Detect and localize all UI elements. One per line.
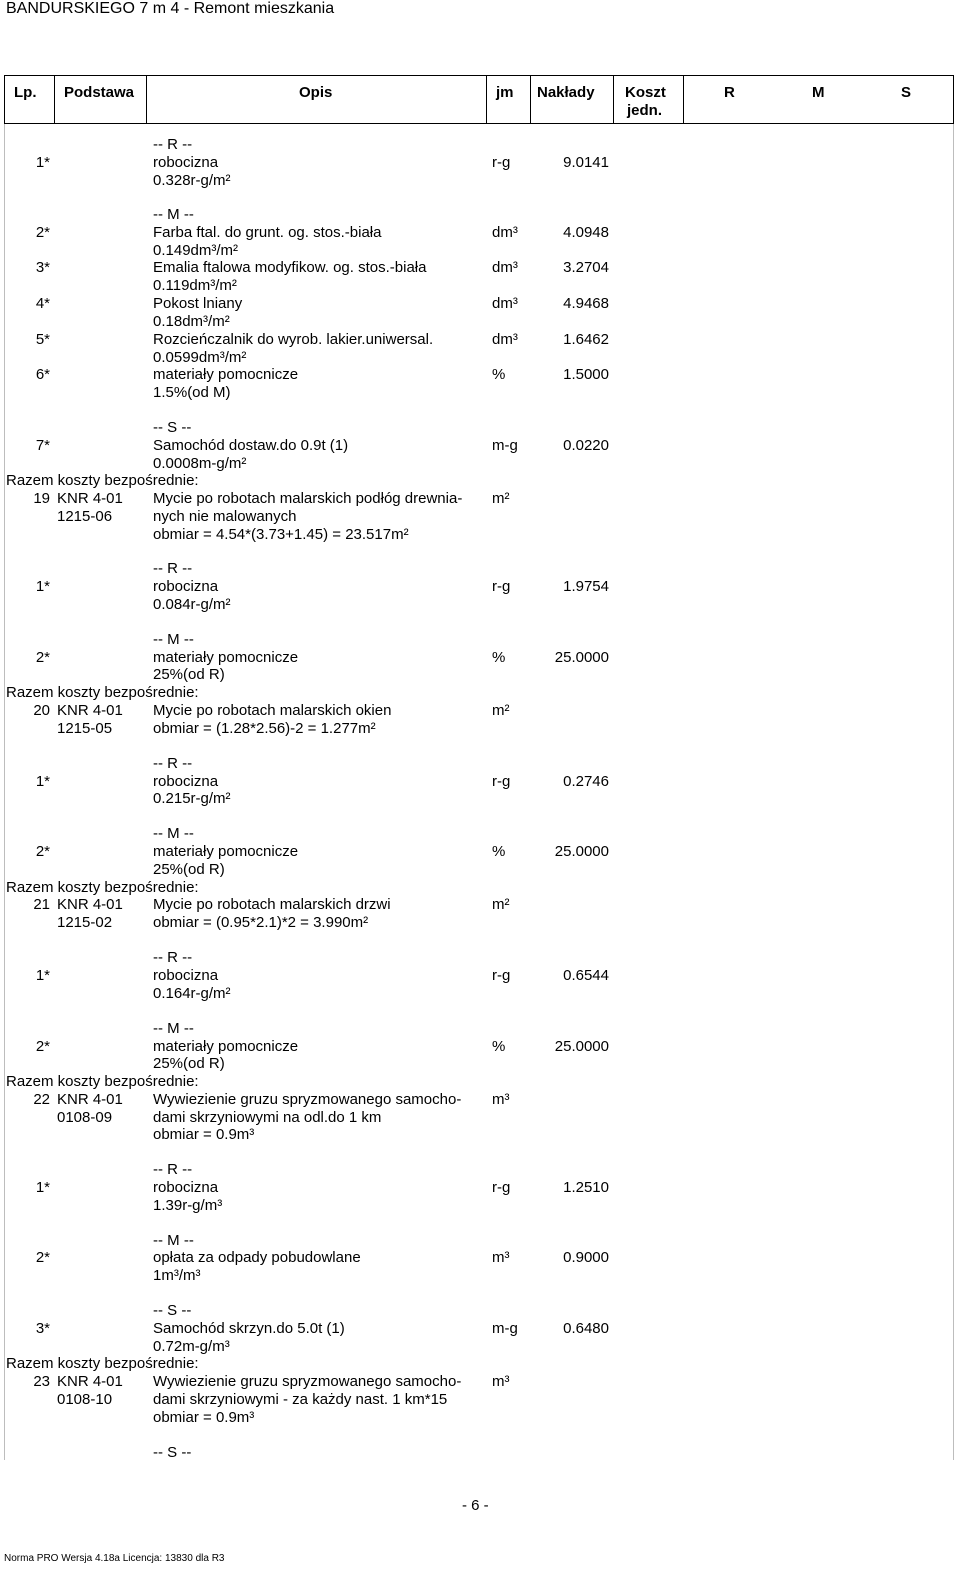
naklady-cell: 0.6480 [563,1320,609,1337]
opis-cell: -- S -- [153,1444,192,1461]
opis-cell: Wywiezienie gruzu spryzmowanego samocho- [153,1091,462,1108]
podstawa-cell: KNR 4-01 [57,1091,123,1108]
opis-cell: -- M -- [153,1020,194,1037]
jm-cell: dm³ [492,224,518,241]
opis-cell: -- S -- [153,419,192,436]
header-left-border [4,75,5,124]
document-title: BANDURSKIEGO 7 m 4 - Remont mieszkania [6,0,335,17]
opis-cell: dami skrzyniowymi - za każdy nast. 1 km*15 [153,1391,448,1408]
lp-cell: 3* [35,259,50,276]
opis-cell: -- S -- [153,1302,192,1319]
opis-cell: obmiar = (0.95*2.1)*2 = 3.990m² [153,914,369,931]
jm-cell: r-g [492,1179,511,1196]
opis-cell: -- R -- [153,560,193,577]
jm-cell: dm³ [492,259,518,276]
podstawa-cell: KNR 4-01 [57,1373,123,1390]
naklady-cell: 25.0000 [554,649,609,666]
naklady-cell: 25.0000 [554,1038,609,1055]
naklady-cell: 3.2704 [563,259,609,276]
jm-cell: m² [492,702,510,719]
naklady-cell: 0.6544 [563,967,609,984]
naklady-cell: 1.5000 [563,366,609,383]
lp-cell: 2* [35,649,50,666]
opis-cell: -- M -- [153,631,194,648]
jm-cell: % [492,1038,506,1055]
opis-cell: robocizna [153,773,219,790]
lp-cell: 1* [35,578,50,595]
lp-cell: 2* [35,1038,50,1055]
opis-cell: Mycie po robotach malarskich okien [153,702,392,719]
header-right-border [953,75,954,124]
naklady-cell: 25.0000 [554,843,609,860]
naklady-cell: 1.2510 [563,1179,609,1196]
lp-cell: 3* [35,1320,50,1337]
jm-cell: r-g [492,773,511,790]
podstawa-cell: 0108-09 [57,1109,113,1126]
lp-cell: 20 [33,702,50,719]
naklady-cell: 4.0948 [563,224,609,241]
opis-cell: Wywiezienie gruzu spryzmowanego samocho- [153,1373,462,1390]
opis-cell: Pokost lniany [153,295,243,312]
lp-cell: 19 [33,490,50,507]
lp-cell: 7* [35,437,50,454]
opis-cell: -- R -- [153,949,193,966]
opis-cell: 0.149dm³/m² [153,242,239,259]
lp-cell: 22 [33,1091,50,1108]
razem-label: Razem koszty bezpośrednie: [6,1355,199,1372]
opis-cell: materiały pomocnicze [153,843,299,860]
header-r: R [724,84,735,101]
header-s: S [901,84,912,101]
column-line-left [4,124,5,1460]
lp-cell: 1* [35,967,50,984]
opis-cell: 0.084r-g/m² [153,596,231,613]
opis-cell: 0.328r-g/m² [153,172,231,189]
opis-cell: obmiar = 4.54*(3.73+1.45) = 23.517m² [153,526,409,543]
lp-cell: 23 [33,1373,50,1390]
lp-cell: 21 [33,896,50,913]
opis-cell: obmiar = (1.28*2.56)-2 = 1.277m² [153,720,376,737]
opis-cell: 0.18dm³/m² [153,313,230,330]
header-naklady: Nakłady [537,84,595,101]
jm-cell: m² [492,896,510,913]
opis-cell: 25%(od R) [153,666,225,683]
opis-cell: Emalia ftalowa modyfikow. og. stos.-biała [153,259,427,276]
jm-cell: m-g [492,437,518,454]
header-divider-naklady [613,75,614,124]
podstawa-cell: 0108-10 [57,1391,113,1408]
podstawa-cell: KNR 4-01 [57,702,123,719]
opis-cell: Samochód skrzyn.do 5.0t (1) [153,1320,345,1337]
page-number: - 6 - [462,1497,489,1514]
jm-cell: r-g [492,578,511,595]
opis-cell: robocizna [153,578,219,595]
header-m: M [812,84,825,101]
opis-cell: -- R -- [153,1161,193,1178]
razem-label: Razem koszty bezpośrednie: [6,472,199,489]
lp-cell: 1* [35,773,50,790]
podstawa-cell: KNR 4-01 [57,896,123,913]
header-divider-jm [530,75,531,124]
razem-label: Razem koszty bezpośrednie: [6,1073,199,1090]
razem-label: Razem koszty bezpośrednie: [6,684,199,701]
opis-cell: nych nie malowanych [153,508,297,525]
header-divider-lp [54,75,55,124]
opis-cell: 0.0599dm³/m² [153,349,247,366]
naklady-cell: 0.9000 [563,1249,609,1266]
jm-cell: r-g [492,967,511,984]
lp-cell: 6* [35,366,50,383]
opis-cell: 0.164r-g/m² [153,985,231,1002]
opis-cell: Mycie po robotach malarskich drzwi [153,896,391,913]
opis-cell: robocizna [153,967,219,984]
opis-cell: -- M -- [153,825,194,842]
opis-cell: obmiar = 0.9m³ [153,1409,255,1426]
opis-cell: 0.215r-g/m² [153,790,231,807]
header-divider-podstawa [146,75,147,124]
jm-cell: m³ [492,1091,510,1108]
opis-cell: opłata za odpady pobudowlane [153,1249,361,1266]
opis-cell: materiały pomocnicze [153,649,299,666]
podstawa-cell: 1215-06 [57,508,113,525]
header-jm: jm [496,84,514,101]
lp-cell: 2* [35,224,50,241]
naklady-cell: 0.0220 [563,437,609,454]
opis-cell: Farba ftal. do grunt. og. stos.-biała [153,224,382,241]
lp-cell: 2* [35,1249,50,1266]
jm-cell: % [492,649,506,666]
opis-cell: 1.5%(od M) [153,384,231,401]
opis-cell: Mycie po robotach malarskich podłóg drewnia- [153,490,463,507]
opis-cell: obmiar = 0.9m³ [153,1126,255,1143]
column-line-right [953,124,954,1460]
jm-cell: m² [492,490,510,507]
naklady-cell: 1.9754 [563,578,609,595]
lp-cell: 1* [35,154,50,171]
naklady-cell: 1.6462 [563,331,609,348]
opis-cell: Rozcieńczalnik do wyrob. lakier.uniwersal. [153,331,434,348]
podstawa-cell: 1215-05 [57,720,113,737]
opis-cell: -- M -- [153,1232,194,1249]
opis-cell: materiały pomocnicze [153,1038,299,1055]
opis-cell: 25%(od R) [153,861,225,878]
jm-cell: dm³ [492,295,518,312]
naklady-cell: 0.2746 [563,773,609,790]
opis-cell: -- R -- [153,755,193,772]
opis-cell: 25%(od R) [153,1055,225,1072]
footer-license: Norma PRO Wersja 4.18a Licencja: 13830 dla R3 [4,1553,225,1564]
opis-cell: 0.0008m-g/m² [153,455,247,472]
lp-cell: 1* [35,1179,50,1196]
header-opis: Opis [299,84,333,101]
jm-cell: m³ [492,1249,510,1266]
jm-cell: % [492,843,506,860]
lp-cell: 4* [35,295,50,312]
opis-cell: dami skrzyniowymi na odl.do 1 km [153,1109,382,1126]
jm-cell: m³ [492,1373,510,1390]
header-divider-opis [486,75,487,124]
razem-label: Razem koszty bezpośrednie: [6,879,199,896]
lp-cell: 5* [35,331,50,348]
opis-cell: 1m³/m³ [153,1267,201,1284]
opis-cell: -- M -- [153,206,194,223]
opis-cell: Samochód dostaw.do 0.9t (1) [153,437,349,454]
jm-cell: m-g [492,1320,518,1337]
opis-cell: 1.39r-g/m³ [153,1197,223,1214]
jm-cell: dm³ [492,331,518,348]
naklady-cell: 9.0141 [563,154,609,171]
naklady-cell: 4.9468 [563,295,609,312]
podstawa-cell: KNR 4-01 [57,490,123,507]
opis-cell: 0.72m-g/m³ [153,1338,230,1355]
header-koszt: Koszt [625,84,666,101]
jm-cell: r-g [492,154,511,171]
podstawa-cell: 1215-02 [57,914,113,931]
opis-cell: 0.119dm³/m² [153,277,237,294]
header-koszt-jedn: jedn. [627,102,663,119]
opis-cell: robocizna [153,154,219,171]
header-divider-koszt [683,75,684,124]
jm-cell: % [492,366,506,383]
opis-cell: -- R -- [153,136,193,153]
opis-cell: materiały pomocnicze [153,366,299,383]
header-podstawa: Podstawa [64,84,135,101]
header-lp: Lp. [14,84,37,101]
lp-cell: 2* [35,843,50,860]
opis-cell: robocizna [153,1179,219,1196]
